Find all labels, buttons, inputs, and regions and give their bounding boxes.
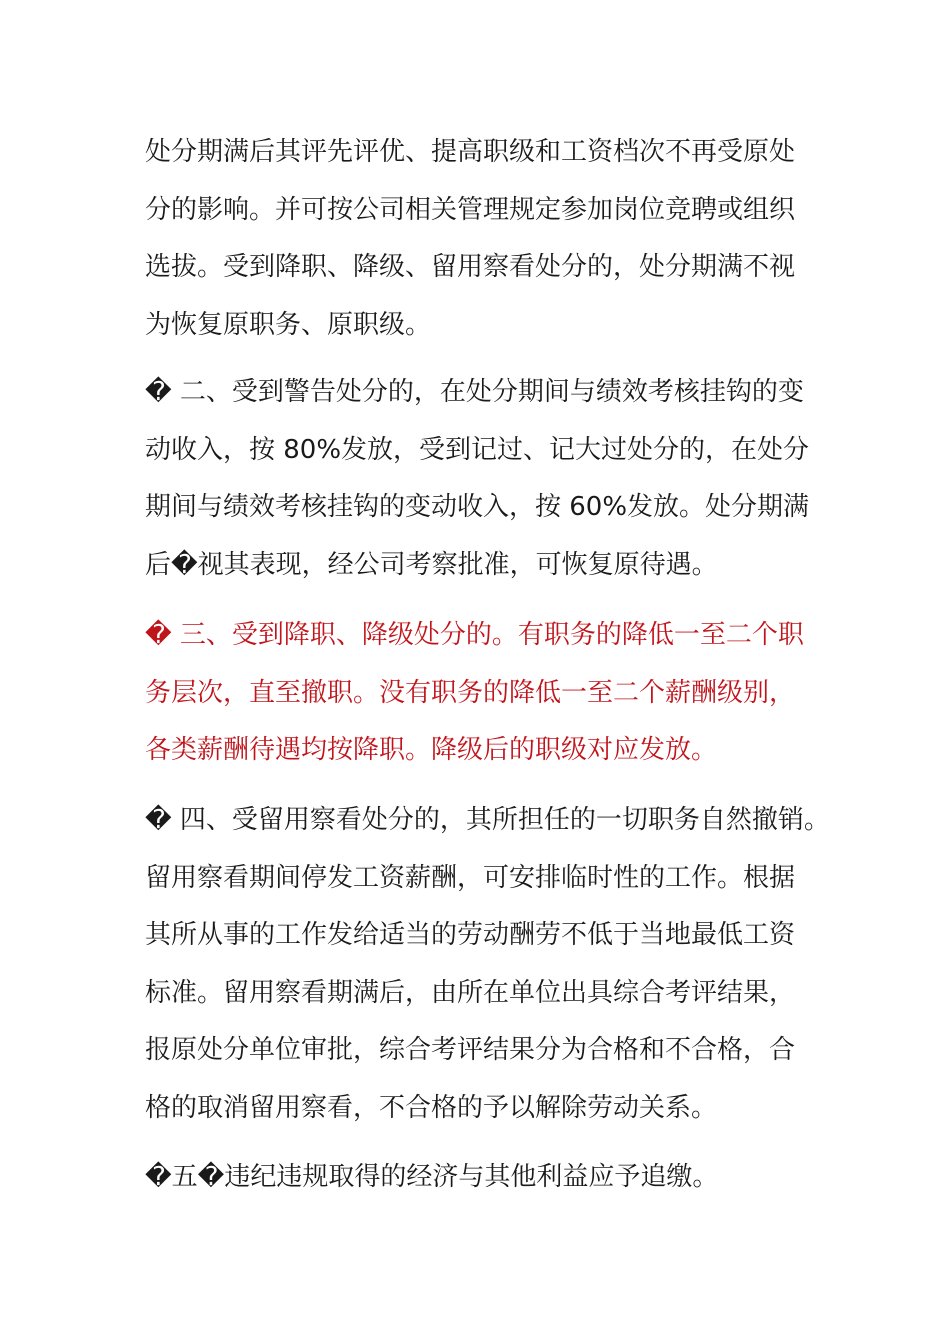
text-line: 格的取消留用察看，不合格的予以解除劳动关系。 <box>145 1092 718 1123</box>
paragraph-item-5-recovery <box>145 1149 815 1207</box>
text-line: 报原处分单位审批，综合考评结果分为合格和不合格，合 <box>145 1035 796 1065</box>
text-line: �五�违纪违规取得的经济与其他利益应予追缴。 <box>145 1162 719 1192</box>
text-line: 其所从事的工作发给适当的劳动酬劳不低于当地最低工资 <box>145 920 796 950</box>
text-line: 留用察看期间停发工资薪酬，可安排临时性的工作。根据 <box>145 862 796 893</box>
text-line: 务层次，直至撤职。没有职务的降低一至二个薪酬级别， <box>145 677 796 708</box>
text-line: 标准。留用察看期满后，由所在单位出具综合考评结果， <box>145 977 796 1008</box>
text-line: 期间与绩效考核挂钩的变动收入，按 60%发放。处分期满 <box>145 492 810 522</box>
text-line: 选拔。受到降职、降级、留用察看处分的，处分期满不视 <box>145 252 796 282</box>
paragraph-item-4-probation <box>145 792 830 1137</box>
paragraph-disciplinary-expiry <box>145 124 815 354</box>
text-line: 动收入，按 80%发放，受到记过、记大过处分的，在处分 <box>145 434 810 465</box>
text-line: 为恢复原职务、原职级。 <box>145 309 432 340</box>
paragraph-item-2-warning <box>145 364 815 594</box>
text-line: 分的影响。并可按公司相关管理规定参加岗位竞聘或组织 <box>145 194 796 225</box>
text-line: 后�视其表现，经公司考察批准，可恢复原待遇。 <box>145 549 718 580</box>
text-line: 处分期满后其评先评优、提高职级和工资档次不再受原处 <box>145 137 796 167</box>
text-line: � 二、受到警告处分的，在处分期间与绩效考核挂钩的变 <box>145 377 804 407</box>
paragraph-item-3-demotion <box>145 607 815 780</box>
text-line: � 三、受到降职、降级处分的。有职务的降低一至二个职 <box>145 620 804 650</box>
text-line: 各类薪酬待遇均按降职。降级后的职级对应发放。 <box>145 735 718 765</box>
text-line: � 四、受留用察看处分的，其所担任的一切职务自然撤销。 <box>145 805 830 835</box>
